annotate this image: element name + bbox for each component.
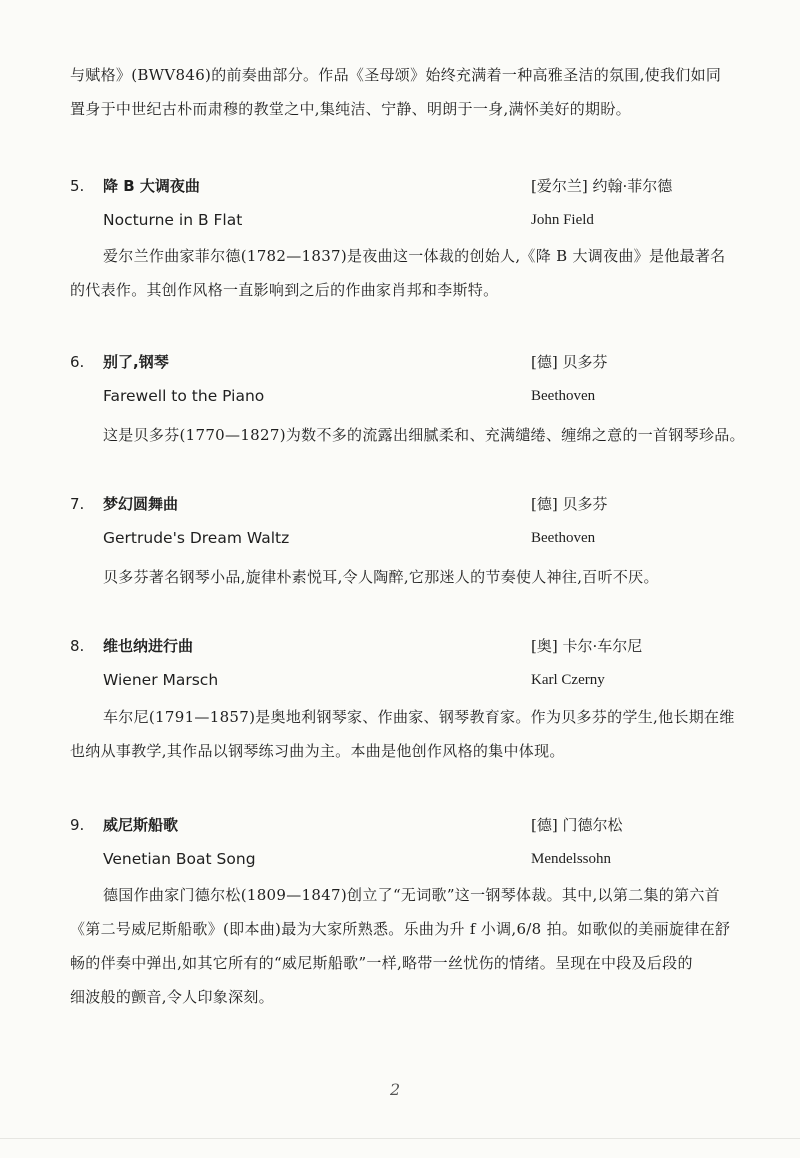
description-line: 这是贝多芬(1770—1827)为数不多的流露出细腻柔和、充满缱绻、缠绵之意的一首钢琴珍品。 [103, 426, 745, 444]
piece-title-en: Wiener Marsch [103, 671, 219, 689]
piece-7-header [0, 494, 800, 564]
piece-8-header [0, 636, 800, 706]
piece-9-header [0, 815, 800, 885]
piece-6-description [70, 418, 750, 452]
piece-6-header [0, 352, 800, 422]
description-line: 德国作曲家门德尔松(1809—1847)创立了“无词歌”这一钢琴体裁。其中,以第二集的第六首 [103, 886, 720, 904]
composer-en: Mendelssohn [531, 851, 611, 867]
piece-title-cn: 别了,钢琴 [103, 353, 169, 371]
description-line: 的代表作。其创作风格一直影响到之后的作曲家肖邦和李斯特。 [70, 281, 499, 299]
piece-9-description [70, 878, 750, 1014]
piece-7-description [70, 560, 750, 594]
piece-title-cn: 降 B 大调夜曲 [103, 177, 200, 195]
piece-title-cn: 维也纳进行曲 [103, 637, 194, 655]
piece-5-description [70, 239, 750, 307]
description-line: 爱尔兰作曲家菲尔德(1782—1837)是夜曲这一体裁的创始人,《降 B 大调夜曲》是他最著名 [103, 247, 726, 265]
composer-cn: [德] 贝多芬 [531, 495, 608, 513]
piece-number: 5. [70, 177, 85, 195]
composer-cn: [奥] 卡尔·车尔尼 [531, 637, 643, 655]
piece-title-en: Venetian Boat Song [103, 850, 256, 868]
composer-cn: [爱尔兰] 约翰·菲尔德 [531, 177, 673, 195]
intro-line: 置身于中世纪古朴而肃穆的教堂之中,集纯洁、宁静、明朗于一身,满怀美好的期盼。 [70, 100, 631, 118]
description-line: 《第二号威尼斯船歌》(即本曲)最为大家所熟悉。乐曲为升 f 小调,6/8 拍。如歌似的美丽旋律在舒 [70, 920, 731, 938]
page-number: 2 [390, 1080, 401, 1099]
piece-title-en: Farewell to the Piano [103, 387, 265, 405]
composer-en: John Field [531, 212, 594, 228]
piece-8-description [70, 700, 750, 768]
description-line: 也纳从事教学,其作品以钢琴练习曲为主。本曲是他创作风格的集中体现。 [70, 742, 565, 760]
piece-title-cn: 梦幻圆舞曲 [103, 495, 179, 513]
piece-5-header [0, 176, 800, 246]
description-line: 车尔尼(1791—1857)是奥地利钢琴家、作曲家、钢琴教育家。作为贝多芬的学生,他长期在维 [103, 708, 735, 726]
composer-en: Beethoven [531, 530, 596, 546]
intro-paragraph [70, 58, 750, 126]
piece-title-en: Gertrude's Dream Waltz [103, 529, 290, 547]
piece-title-en: Nocturne in B Flat [103, 211, 243, 229]
intro-line: 与赋格》(BWV846)的前奏曲部分。作品《圣母颂》始终充满着一种高雅圣洁的氛围,使我们如同 [70, 66, 722, 84]
composer-en: Karl Czerny [531, 672, 605, 688]
description-line: 畅的伴奏中弹出,如其它所有的“威尼斯船歌”一样,略带一丝忧伤的情绪。呈现在中段及后段的 [70, 954, 693, 972]
piece-number: 7. [70, 495, 85, 513]
piece-number: 6. [70, 353, 85, 371]
composer-cn: [德] 门德尔松 [531, 816, 623, 834]
description-line: 细波般的颤音,令人印象深刻。 [70, 988, 274, 1006]
bottom-divider [0, 1138, 800, 1139]
piece-title-cn: 威尼斯船歌 [103, 816, 179, 834]
piece-number: 9. [70, 816, 85, 834]
composer-en: Beethoven [531, 388, 596, 404]
description-line: 贝多芬著名钢琴小品,旋律朴素悦耳,令人陶醉,它那迷人的节奏使人神往,百听不厌。 [103, 568, 659, 586]
composer-cn: [德] 贝多芬 [531, 353, 608, 371]
piece-number: 8. [70, 637, 85, 655]
